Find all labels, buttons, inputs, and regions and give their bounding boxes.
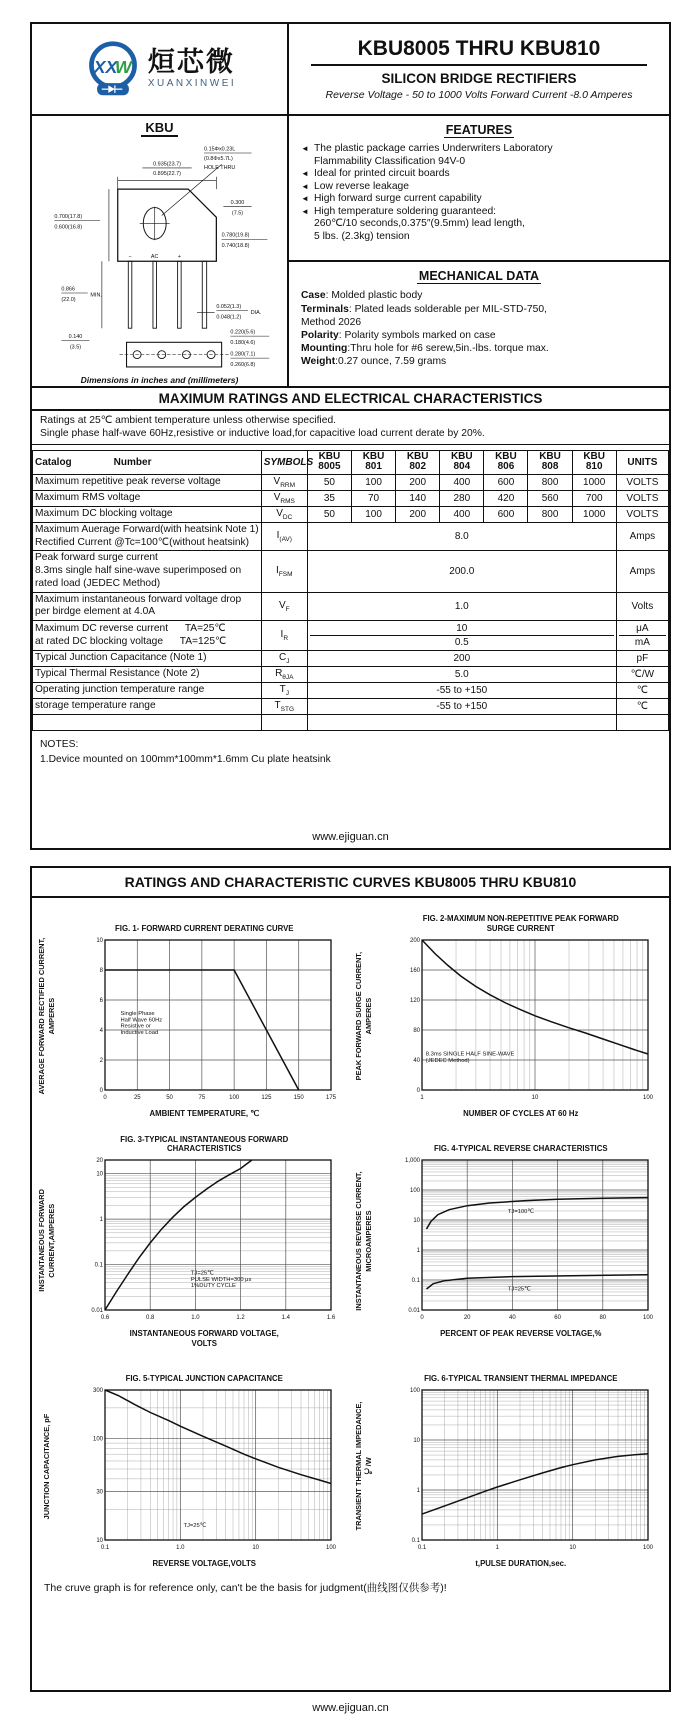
- figure-x-axis-label: NUMBER OF CYCLES AT 60 Hz: [463, 1109, 579, 1118]
- figure-x-axis-label: INSTANTANEOUS FORWARD VOLTAGE, VOLTS: [129, 1329, 279, 1348]
- svg-text:10: 10: [96, 1538, 104, 1545]
- figure-y-axis-label: AVERAGE FORWARD RECTIFIED CURRENT, AMPERES: [37, 937, 56, 1095]
- svg-text:10: 10: [96, 938, 104, 944]
- table-row: Maximum RMS voltage $V_{RMS}$ 35 70 140 280 420 560 700 VOLTS: [33, 490, 669, 506]
- mechanical-item: Polarity: Polarity symbols marked on case: [301, 330, 496, 341]
- table-row: Typical Junction Capacitance (Note 1) $C_J$ 200 pF: [33, 651, 669, 667]
- dim-width-max: 0.935(23.7): [152, 161, 181, 168]
- svg-text:1.4: 1.4: [281, 1315, 291, 1322]
- svg-text:200: 200: [409, 938, 420, 944]
- svg-text:0.1: 0.1: [411, 1538, 420, 1545]
- dim-leadlen-1: 0.866: [60, 286, 75, 293]
- svg-text:10: 10: [531, 1095, 539, 1101]
- note-1: 1.Device mounted on 100mm*100mm*1.6mm Cu plate heatsink: [40, 753, 331, 765]
- svg-text:100: 100: [326, 1545, 337, 1552]
- svg-text:0.01: 0.01: [408, 1308, 420, 1315]
- svg-text:1.2: 1.2: [236, 1315, 246, 1322]
- figure-x-axis-label: PERCENT OF PEAK REVERSE VOLTAGE,%: [440, 1329, 602, 1339]
- model-column-header: KBU 8005: [307, 450, 351, 474]
- bullet-icon: ◄: [301, 206, 309, 216]
- svg-text:50: 50: [166, 1095, 174, 1101]
- figure-x-axis-label: REVERSE VOLTAGE,VOLTS: [152, 1559, 257, 1569]
- svg-text:1.6: 1.6: [327, 1315, 336, 1322]
- table-row: Maximum DC blocking voltage $V_{DC}$ 50 100 200 400 600 800 1000 VOLTS: [33, 506, 669, 522]
- figure-plot: [386, 1154, 656, 1328]
- mechanical-item: Terminals: Plated leads solderable per MIL-STD-750, Method 2026: [301, 303, 547, 328]
- svg-text:6: 6: [99, 998, 104, 1004]
- svg-text:8.3ms SINGLE HALF SINE-WAVE(JE: 8.3ms SINGLE HALF SINE-WAVE (JEDEC Method): [425, 1051, 515, 1064]
- figure-x-axis-label: AMBIENT TEMPERATURE, ℃: [149, 1109, 260, 1118]
- feature-item: ◄ Ideal for printed circuit boards: [301, 168, 450, 180]
- features-section: [289, 116, 669, 260]
- logo-letter-w: W: [114, 56, 132, 77]
- model-column-header: KBU 808: [528, 450, 572, 474]
- figure-y-axis-label: TRANSIENT THERMAL IMPEDANCE, ℃/W: [353, 1401, 373, 1531]
- table-row: Operating junction temperature range $T_J$ -55 to +150 ℃: [33, 683, 669, 699]
- svg-text:8: 8: [99, 968, 104, 974]
- svg-text:175: 175: [326, 1095, 337, 1101]
- bullet-icon: ◄: [301, 169, 309, 179]
- doc-subtitle: SILICON BRIDGE RECTIFIERS: [381, 71, 577, 87]
- package-column: [32, 116, 289, 386]
- svg-text:0.1: 0.1: [411, 1278, 420, 1285]
- ratings-banner: MAXIMUM RATINGS AND ELECTRICAL CHARACTERISTICS: [32, 388, 669, 411]
- brand-name-en: XUANXINWEI: [147, 78, 237, 89]
- svg-text:100: 100: [642, 1545, 653, 1552]
- figures-grid: [32, 898, 669, 1568]
- figure-fig1: [34, 914, 349, 1118]
- svg-text:1.0: 1.0: [176, 1545, 185, 1552]
- dim-width-min: 0.895(22.7): [152, 170, 181, 177]
- doc-title: KBU8005 THRU KBU810: [357, 36, 601, 60]
- ratings-conditions: [32, 411, 669, 445]
- table-row: Typical Thermal Resistance (Note 2) $R_{\theta JA}$ 5.0 ℃/W: [33, 667, 669, 683]
- svg-text:2: 2: [99, 1058, 104, 1064]
- figure-title: FIG. 4-TYPICAL REVERSE CHARACTERISTICS: [433, 1144, 608, 1153]
- dim-leaddia-2: 0.048(1.2): [215, 314, 241, 321]
- figure-fig2: [351, 914, 666, 1118]
- svg-text:0: 0: [420, 1315, 424, 1322]
- svg-text:TJ=100℃: TJ=100℃: [507, 1209, 534, 1216]
- svg-text:100: 100: [642, 1315, 653, 1322]
- svg-text:80: 80: [413, 1028, 420, 1034]
- page1-footer-url: www.ejiguan.cn: [312, 831, 389, 843]
- page-2: [30, 866, 671, 1692]
- svg-text:10: 10: [252, 1545, 260, 1552]
- model-column-header: KBU 801: [351, 450, 395, 474]
- mechanical-section: [289, 260, 669, 386]
- package-drawing: [35, 138, 285, 374]
- table-filler-row: [33, 715, 669, 731]
- svg-text:60: 60: [554, 1315, 561, 1322]
- figure-plot: [386, 934, 656, 1108]
- svg-text:1.0: 1.0: [191, 1315, 200, 1322]
- table-row: Maximum DC reverse current TA=25℃ at rated DC blocking voltage TA=125℃ $I_R$ 10 0.5 μA mA: [33, 621, 669, 651]
- svg-text:1: 1: [420, 1095, 424, 1101]
- mechanical-title: MECHANICAL DATA: [418, 269, 540, 284]
- package-and-specs: [32, 116, 669, 388]
- logo-letters-xx: XX: [93, 56, 118, 77]
- features-title: FEATURES: [445, 123, 513, 137]
- svg-text:0.1: 0.1: [101, 1545, 110, 1552]
- feature-item: ◄ Low reverse leakage: [301, 180, 410, 192]
- dim-hole-1: 0.15Φx0.23L: [203, 146, 235, 153]
- dim-hole-3: HOLE THRU: [203, 164, 235, 171]
- figure-title: FIG. 6-TYPICAL TRANSIENT THERMAL IMPEDANCE: [424, 1373, 618, 1383]
- title-block: [289, 24, 669, 114]
- figure-y-axis-label: INSTANTANEOUS FORWARD CURRENT,AMPERES: [37, 1189, 56, 1293]
- dim-leadlen-2: (22.0): [60, 296, 76, 303]
- svg-text:10: 10: [569, 1545, 576, 1552]
- svg-text:0: 0: [99, 1088, 104, 1094]
- figure-y-axis-label: PEAK FORWARD SURGE CURRENT, AMPERES: [353, 951, 373, 1081]
- svg-text:1: 1: [495, 1545, 499, 1552]
- notes-title: NOTES:: [40, 739, 79, 750]
- bullet-icon: ◄: [301, 181, 309, 191]
- feature-item: ◄ High forward surge current capability: [301, 193, 482, 205]
- page-1: [30, 22, 671, 850]
- svg-text:0.1: 0.1: [94, 1262, 104, 1269]
- bullet-icon: ◄: [301, 144, 309, 153]
- brand-logo-icon: [83, 38, 143, 100]
- pin-plus-label: +: [177, 253, 181, 260]
- doc-tagline: Reverse Voltage - 50 to 1000 Volts Forward Current -8.0 Amperes: [325, 89, 633, 102]
- svg-text:0.1: 0.1: [417, 1545, 426, 1552]
- dim-lheight-2: 0.600(16.8): [53, 224, 82, 231]
- bullet-icon: ◄: [301, 194, 309, 204]
- figure-fig3: [34, 1134, 349, 1348]
- model-column-header: KBU 804: [440, 450, 484, 474]
- specs-column: [289, 116, 669, 386]
- svg-text:160: 160: [409, 968, 420, 974]
- svg-text:100: 100: [229, 1095, 240, 1101]
- dim-leadlen-3: MIN.: [89, 292, 102, 299]
- figure-x-axis-label: t,PULSE DURATION,sec.: [475, 1559, 567, 1569]
- svg-text:0.6: 0.6: [101, 1315, 110, 1322]
- figure-y-axis-label: JUNCTION CAPACITANCE, pF: [42, 1413, 51, 1520]
- table-header-row: Catalog Number SYMBOLS KBU 8005 KBU 801 KBU 802 KBU 804 KBU 806 KBU 808 KBU 810 UNITS: [33, 450, 669, 474]
- package-name: KBU: [141, 120, 177, 137]
- figure-plot: [69, 1384, 339, 1558]
- figure-fig6: [351, 1364, 666, 1568]
- ratings-condition-2: Single phase half-wave 60Hz,resistive or inductive load,for capacitive load current derate by 20%.: [40, 428, 485, 440]
- dim-depth-2: 0.260(6.8): [229, 362, 255, 369]
- svg-text:100: 100: [93, 1436, 104, 1443]
- svg-text:100: 100: [409, 1188, 420, 1195]
- svg-text:0: 0: [416, 1088, 420, 1094]
- svg-text:75: 75: [198, 1095, 206, 1101]
- pin-ac-label: AC: [150, 253, 158, 260]
- disclaimer-text: The cruve graph is for reference only, can't be the basis for judgment(曲线图仅供参考)!: [44, 1582, 447, 1595]
- svg-text:120: 120: [409, 998, 420, 1004]
- svg-text:10: 10: [96, 1172, 104, 1179]
- figure-title: FIG. 5-TYPICAL JUNCTION CAPACITANCE: [125, 1373, 283, 1383]
- feature-item: ◄ The plastic package carries Underwriters Laboratory Flammability Classification 94V-0: [301, 143, 553, 167]
- dim-pitch-1: 0.220(5.6): [229, 329, 255, 336]
- figure-y-axis-label: INSTANTANEOUS REVERSE CURRENT, MICROAMPERES: [353, 1171, 373, 1311]
- svg-text:20: 20: [463, 1315, 471, 1322]
- svg-text:TJ=25℃: TJ=25℃: [507, 1286, 531, 1293]
- dim-pitch-2: 0.180(4.6): [229, 340, 255, 347]
- header: [32, 24, 669, 116]
- svg-text:0: 0: [103, 1095, 107, 1101]
- package-caption: Dimensions in inches and (millimeters): [80, 375, 239, 385]
- table-row: Peak forward surge current 8.3ms single half sine-wave superimposed on rated load (JEDEC Method) $I_{FSM}$ 200.0 Amps: [33, 551, 669, 592]
- dim-bottomoff-1: 0.140: [68, 333, 82, 340]
- figure-fig5: [34, 1364, 349, 1568]
- mechanical-item: Mounting:Thru hole for #6 serew,5in.-lbs. torque max.: [301, 343, 549, 355]
- svg-text:125: 125: [261, 1095, 272, 1101]
- svg-text:10: 10: [413, 1218, 420, 1225]
- svg-text:0.01: 0.01: [91, 1308, 104, 1315]
- ratings-condition-1: Ratings at 25℃ ambient temperature unless otherwise specified.: [40, 415, 337, 426]
- svg-text:100: 100: [642, 1095, 653, 1101]
- dim-depth-1: 0.280(7.1): [229, 351, 255, 358]
- dim-corner-2: (7.5): [231, 210, 243, 217]
- dim-leaddia-1: 0.052(1.3): [215, 303, 241, 310]
- svg-text:300: 300: [93, 1388, 104, 1395]
- svg-text:1: 1: [416, 1488, 420, 1495]
- svg-text:Single PhaseHalf Wave 60HzResi: Single Phase Half Wave 60Hz Resistive or Inductive Load: [120, 1011, 163, 1036]
- svg-text:100: 100: [409, 1388, 420, 1395]
- dim-bottomoff-2: (3.5): [69, 344, 81, 351]
- dim-leaddia-3: DIA.: [250, 310, 261, 317]
- title-rule: [311, 64, 647, 66]
- pin-minus-label: −: [127, 253, 132, 260]
- svg-text:0.8: 0.8: [146, 1315, 155, 1322]
- page2-footer-url: www.ejiguan.cn: [312, 1702, 389, 1714]
- svg-text:80: 80: [599, 1315, 606, 1322]
- figure-plot: [69, 934, 339, 1108]
- feature-item: ◄ High temperature soldering guaranteed:: [301, 205, 497, 217]
- table-row: Maximum Auerage Forward(with heatsink Note 1) Rectified Current @Tc=100℃(without heatsink) $I_{(AV)}$ 8.0 Amps: [33, 522, 669, 551]
- mechanical-item: Case: Molded plastic body: [301, 290, 423, 302]
- figure-title: FIG. 3-TYPICAL INSTANTANEOUS FORWARD CHARACTERISTICS: [120, 1134, 289, 1153]
- svg-text:40: 40: [508, 1315, 516, 1322]
- figure-plot: [69, 1154, 339, 1328]
- brand-block: [32, 24, 289, 114]
- figure-plot: [386, 1384, 656, 1558]
- table-row: Maximum instantaneous forward voltage drop per birdge element at 4.0A $V_F$ 1.0 Volts: [33, 592, 669, 621]
- model-column-header: KBU 806: [484, 450, 528, 474]
- svg-text:40: 40: [413, 1058, 420, 1064]
- table-row: Maximum repetitive peak reverse voltage $V_{RRM}$ 50 100 200 400 600 800 1000 VOLTS: [33, 474, 669, 490]
- svg-text:30: 30: [96, 1489, 104, 1496]
- dim-rheight-1: 0.780(19.8): [221, 232, 249, 239]
- svg-text:1: 1: [99, 1217, 104, 1224]
- model-column-header: KBU 810: [572, 450, 616, 474]
- svg-text:TJ=25℃: TJ=25℃: [183, 1522, 207, 1529]
- figure-title: FIG. 1- FORWARD CURRENT DERATING CURVE: [115, 923, 294, 933]
- svg-text:150: 150: [293, 1095, 304, 1101]
- svg-text:4: 4: [99, 1028, 104, 1034]
- feature-item-detail: 260℃/10 seconds,0.375″(9.5mm) lead length, 5 lbs. (2.3kg) tension: [314, 218, 525, 243]
- svg-text:25: 25: [134, 1095, 141, 1101]
- dim-lheight-1: 0.700(17.8): [53, 214, 82, 221]
- dim-hole-2: (0.8Φx5.7L): [203, 156, 233, 163]
- svg-text:20: 20: [96, 1158, 104, 1165]
- svg-text:TJ=25℃PULSE WIDTH=300 μs1%DUTY: TJ=25℃ PULSE WIDTH=300 μs 1%DUTY CYCLE: [191, 1270, 252, 1290]
- svg-text:1,000: 1,000: [404, 1158, 420, 1165]
- model-column-header: KBU 802: [396, 450, 440, 474]
- svg-text:1: 1: [416, 1248, 420, 1255]
- brand-name-cn: 烜芯微: [147, 47, 235, 77]
- table-row: storage temperature range $T_{STG}$ -55 to +150 ℃: [33, 699, 669, 715]
- dim-corner-1: 0.300: [230, 200, 244, 207]
- dim-rheight-2: 0.740(18.8): [221, 243, 249, 250]
- ratings-table: [32, 450, 669, 731]
- figure-fig4: [351, 1134, 666, 1348]
- notes-section: [32, 731, 669, 768]
- page2-title: RATINGS AND CHARACTERISTIC CURVES KBU8005 THRU KBU810: [32, 868, 669, 898]
- mechanical-item: Weight:0.27 ounce, 7.59 grams: [301, 356, 447, 368]
- svg-text:10: 10: [413, 1438, 420, 1445]
- figure-title: FIG. 2-MAXIMUM NON-REPETITIVE PEAK FORWARD SURGE CURRENT: [422, 914, 619, 933]
